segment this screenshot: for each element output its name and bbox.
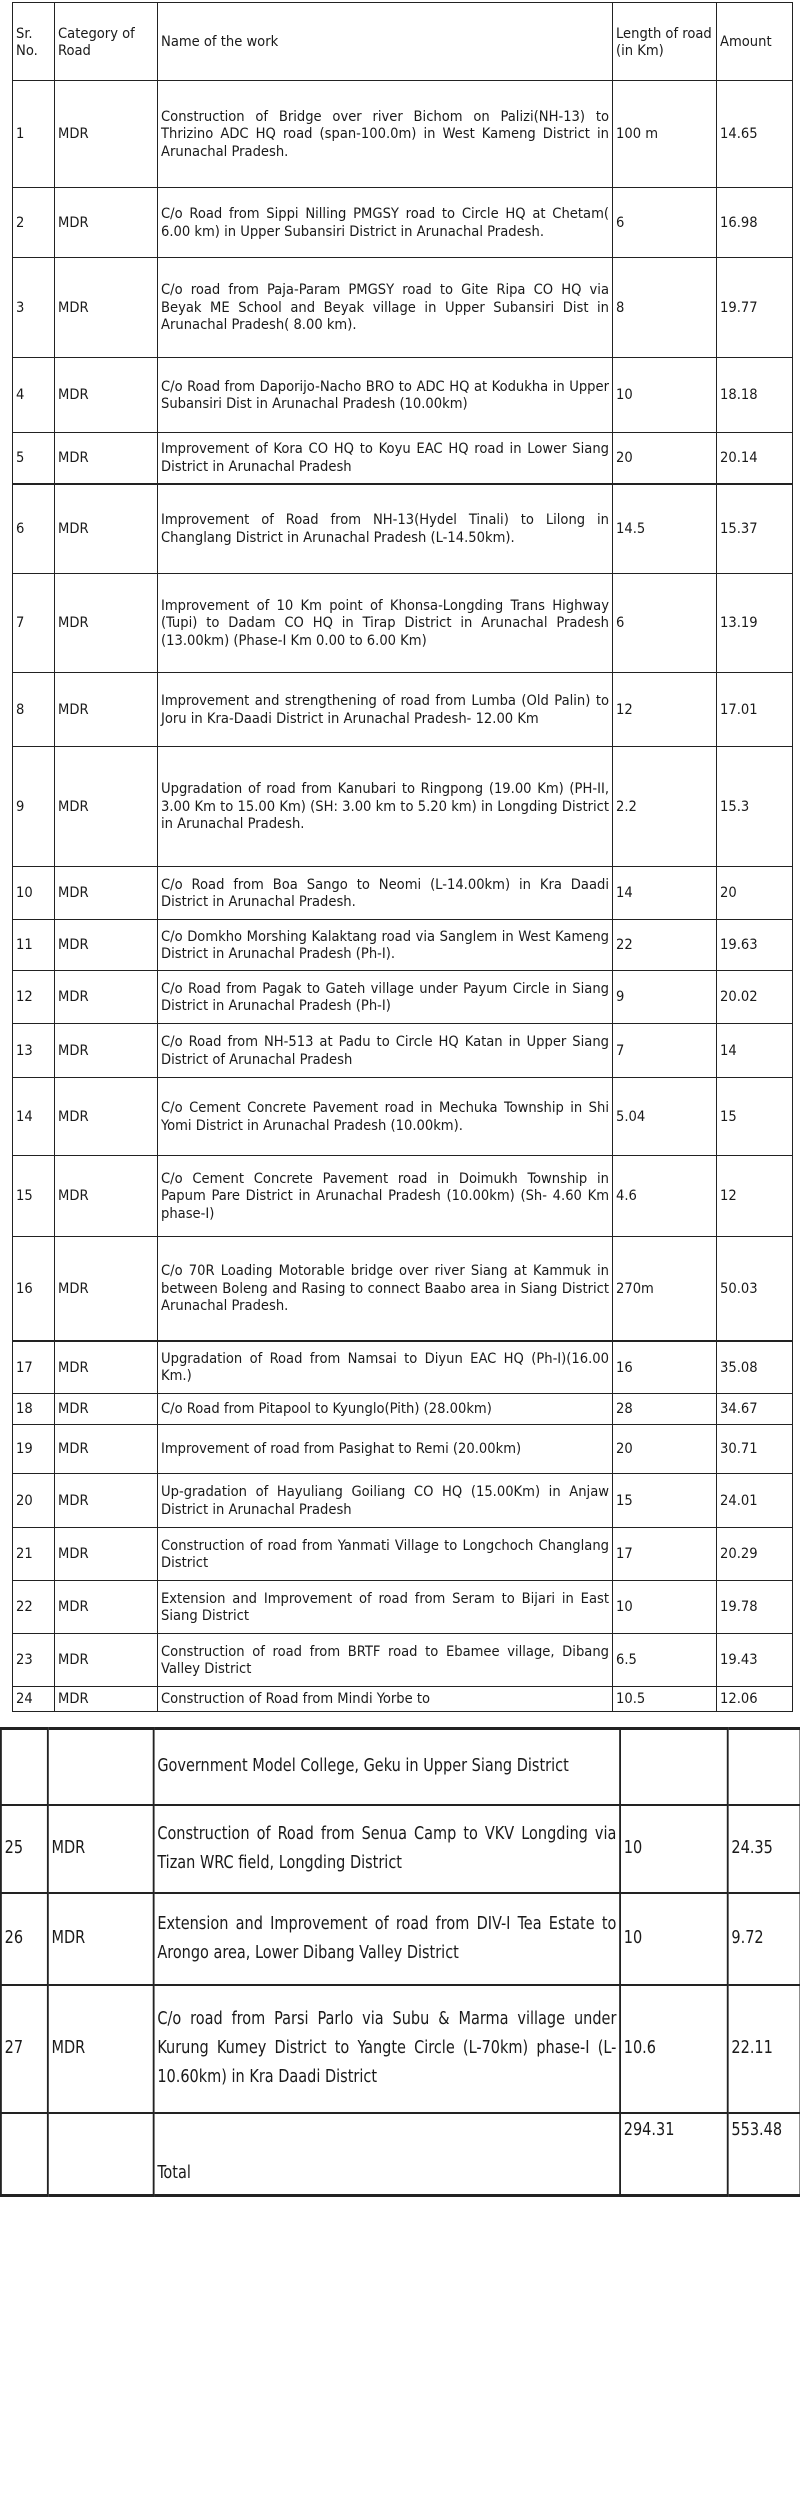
row-amount: 35.08 [717, 1341, 793, 1394]
table-row [13, 1528, 793, 1581]
total-sr [1, 2113, 48, 2196]
table-row [13, 1474, 793, 1528]
row-amount: 34.67 [717, 1394, 793, 1425]
continuation-category [48, 1729, 154, 1805]
total-row [1, 2113, 800, 2196]
row-category: MDR [55, 747, 158, 867]
row-sr-no: 4 [13, 358, 55, 433]
row-sr-no: 24 [13, 1687, 55, 1712]
row-category: MDR [55, 673, 158, 747]
row-name-of-work: Upgradation of Road from Namsai to Diyun EAC HQ (Ph-I)(16.00 Km.) [158, 1341, 613, 1394]
row-name-of-work: C/o road from Paja-Param PMGSY road to Gite Ripa CO HQ via Beyak ME School and Beyak village in Upper Subansiri Dist in Arunachal Pradesh( 8.00 km). [158, 258, 613, 358]
row-name-of-work: C/o Road from Sippi Nilling PMGSY road to Circle HQ at Chetam( 6.00 km) in Upper Subansiri District in Arunachal Pradesh. [158, 188, 613, 258]
row-name-of-work: C/o Road from Daporijo-Nacho BRO to ADC HQ at Kodukha in Upper Subansiri Dist in Arunachal Pradesh (10.00km) [158, 358, 613, 433]
row-length: 6 [613, 574, 717, 673]
row-length: 6.5 [613, 1634, 717, 1687]
row-length: 10 [613, 358, 717, 433]
row-sr-no: 13 [13, 1024, 55, 1078]
row-length: 270m [613, 1237, 717, 1341]
row-category: MDR [55, 574, 158, 673]
table-row [13, 1687, 793, 1712]
row-amount: 15 [717, 1078, 793, 1156]
table-row [13, 574, 793, 673]
row-name-of-work: Construction of Road from Mindi Yorbe to [158, 1687, 613, 1712]
row-amount: 22.11 [728, 1985, 800, 2113]
row-category: MDR [55, 81, 158, 188]
row-sr-no: 1 [13, 81, 55, 188]
row-amount: 20.02 [717, 971, 793, 1024]
row-category: MDR [55, 484, 158, 574]
continuation-length [620, 1729, 728, 1805]
row-category: MDR [55, 188, 158, 258]
total-label: Total [154, 2113, 620, 2196]
row-name-of-work: C/o road from Parsi Parlo via Subu & Marma village under Kurung Kumey District to Yangte Circle (L-70km) phase-I (L-10.60km) in Kra Daadi District [154, 1985, 620, 2113]
row-category: MDR [48, 1985, 154, 2113]
row-amount: 13.19 [717, 574, 793, 673]
row-amount: 15.3 [717, 747, 793, 867]
table-row [13, 1425, 793, 1474]
row-length: 4.6 [613, 1156, 717, 1237]
row-name-of-work: C/o Road from NH-513 at Padu to Circle HQ Katan in Upper Siang District of Arunachal Pradesh [158, 1024, 613, 1078]
table-row [13, 971, 793, 1024]
row-length: 100 m [613, 81, 717, 188]
row-sr-no: 21 [13, 1528, 55, 1581]
table-row [13, 358, 793, 433]
table-row [1, 1805, 800, 1893]
table-row [13, 1237, 793, 1341]
row-amount: 19.43 [717, 1634, 793, 1687]
row-category: MDR [55, 1078, 158, 1156]
row-length: 7 [613, 1024, 717, 1078]
row-amount: 20.14 [717, 433, 793, 484]
row-amount: 12 [717, 1156, 793, 1237]
row-sr-no: 23 [13, 1634, 55, 1687]
row-length: 16 [613, 1341, 717, 1394]
table-row [13, 1581, 793, 1634]
row-sr-no: 19 [13, 1425, 55, 1474]
row-amount: 19.63 [717, 920, 793, 971]
row-length: 20 [613, 433, 717, 484]
table-row [13, 1341, 793, 1394]
row-amount: 18.18 [717, 358, 793, 433]
row-name-of-work: C/o Road from Pagak to Gateh village under Payum Circle in Siang District in Arunachal Pradesh (Ph-I) [158, 971, 613, 1024]
row-sr-no: 6 [13, 484, 55, 574]
row-amount: 9.72 [728, 1893, 800, 1985]
header-category: Category of Road [55, 3, 158, 81]
header-amount: Amount [717, 3, 793, 81]
row-sr-no: 7 [13, 574, 55, 673]
total-amount: 553.48 [728, 2113, 800, 2196]
row-amount: 19.77 [717, 258, 793, 358]
row-sr-no: 26 [1, 1893, 48, 1985]
row-length: 2.2 [613, 747, 717, 867]
row-amount: 20.29 [717, 1528, 793, 1581]
row-amount: 24.01 [717, 1474, 793, 1528]
row-category: MDR [55, 258, 158, 358]
row-name-of-work: Extension and Improvement of road from Seram to Bijari in East Siang District [158, 1581, 613, 1634]
table-row [13, 867, 793, 920]
row-length: 12 [613, 673, 717, 747]
row-sr-no: 27 [1, 1985, 48, 2113]
row-sr-no: 10 [13, 867, 55, 920]
header-length: Length of road (in Km) [613, 3, 717, 81]
row-category: MDR [55, 1687, 158, 1712]
continuation-sr [1, 1729, 48, 1805]
row-category: MDR [48, 1805, 154, 1893]
row-category: MDR [55, 1528, 158, 1581]
row-amount: 20 [717, 867, 793, 920]
row-sr-no: 2 [13, 188, 55, 258]
row-name-of-work: Up-gradation of Hayuliang Goiliang CO HQ (15.00Km) in Anjaw District in Arunachal Pradesh [158, 1474, 613, 1528]
row-sr-no: 20 [13, 1474, 55, 1528]
row-sr-no: 8 [13, 673, 55, 747]
row-amount: 14 [717, 1024, 793, 1078]
row-name-of-work: Upgradation of road from Kanubari to Ringpong (19.00 Km) (PH-II, 3.00 Km to 15.00 Km) (SH: 3.00 km to 5.20 km) in Longding District in Arunachal Pradesh. [158, 747, 613, 867]
row-length: 14.5 [613, 484, 717, 574]
row-category: MDR [55, 1156, 158, 1237]
row-category: MDR [48, 1893, 154, 1985]
table-row [1, 1985, 800, 2113]
continuation-amount [728, 1729, 800, 1805]
row-sr-no: 18 [13, 1394, 55, 1425]
row-category: MDR [55, 1634, 158, 1687]
table-row [13, 1634, 793, 1687]
row-length: 9 [613, 971, 717, 1024]
total-category [48, 2113, 154, 2196]
row-amount: 30.71 [717, 1425, 793, 1474]
table-row [13, 1156, 793, 1237]
row-category: MDR [55, 1237, 158, 1341]
row-length: 10.5 [613, 1687, 717, 1712]
row-category: MDR [55, 1581, 158, 1634]
row-length: 28 [613, 1394, 717, 1425]
row-sr-no: 16 [13, 1237, 55, 1341]
row-name-of-work: C/o Domkho Morshing Kalaktang road via Sanglem in West Kameng District in Arunachal Pradesh (Ph-I). [158, 920, 613, 971]
table-row [13, 81, 793, 188]
row-amount: 12.06 [717, 1687, 793, 1712]
row-sr-no: 15 [13, 1156, 55, 1237]
table-row [13, 1024, 793, 1078]
row-length: 6 [613, 188, 717, 258]
row-category: MDR [55, 433, 158, 484]
row-sr-no: 14 [13, 1078, 55, 1156]
table-row [13, 1394, 793, 1425]
total-length: 294.31 [620, 2113, 728, 2196]
row-amount: 50.03 [717, 1237, 793, 1341]
row-category: MDR [55, 1474, 158, 1528]
table-row [13, 188, 793, 258]
continuation-name: Government Model College, Geku in Upper Siang District [154, 1729, 620, 1805]
row-category: MDR [55, 867, 158, 920]
row-name-of-work: Construction of Bridge over river Bichom on Palizi(NH-13) to Thrizino ADC HQ road (span-100.0m) in West Kameng District in Arunachal Pradesh. [158, 81, 613, 188]
row-name-of-work: C/o Road from Pitapool to Kyunglo(Pith) (28.00km) [158, 1394, 613, 1425]
row-length: 20 [613, 1425, 717, 1474]
row-category: MDR [55, 920, 158, 971]
table-row [13, 1078, 793, 1156]
continuation-row [1, 1729, 800, 1805]
row-length: 10.6 [620, 1985, 728, 2113]
table-row [13, 747, 793, 867]
row-sr-no: 3 [13, 258, 55, 358]
row-name-of-work: C/o Cement Concrete Pavement road in Doimukh Township in Papum Pare District in Arunachal Pradesh (10.00km) (Sh- 4.60 Km phase-I) [158, 1156, 613, 1237]
row-length: 17 [613, 1528, 717, 1581]
row-length: 5.04 [613, 1078, 717, 1156]
row-amount: 17.01 [717, 673, 793, 747]
row-name-of-work: C/o 70R Loading Motorable bridge over river Siang at Kammuk in between Boleng and Rasing to connect Baabo area in Siang District Arunachal Pradesh. [158, 1237, 613, 1341]
row-name-of-work: C/o Road from Boa Sango to Neomi (L-14.00km) in Kra Daadi District in Arunachal Pradesh. [158, 867, 613, 920]
row-category: MDR [55, 358, 158, 433]
row-sr-no: 9 [13, 747, 55, 867]
row-amount: 24.35 [728, 1805, 800, 1893]
row-amount: 14.65 [717, 81, 793, 188]
row-name-of-work: Improvement of Road from NH-13(Hydel Tinali) to Lilong in Changlang District in Arunachal Pradesh (L-14.50km). [158, 484, 613, 574]
table-row [13, 673, 793, 747]
row-name-of-work: Improvement and strengthening of road from Lumba (Old Palin) to Joru in Kra-Daadi District in Arunachal Pradesh- 12.00 Km [158, 673, 613, 747]
row-category: MDR [55, 1341, 158, 1394]
row-name-of-work: Improvement of 10 Km point of Khonsa-Longding Trans Highway (Tupi) to Dadam CO HQ in Tirap District in Arunachal Pradesh (13.00km) (Phase-I Km 0.00 to 6.00 Km) [158, 574, 613, 673]
row-name-of-work: Improvement of road from Pasighat to Remi (20.00km) [158, 1425, 613, 1474]
header-name-of-work: Name of the work [158, 3, 613, 81]
row-sr-no: 5 [13, 433, 55, 484]
row-amount: 15.37 [717, 484, 793, 574]
row-length: 8 [613, 258, 717, 358]
row-category: MDR [55, 971, 158, 1024]
row-length: 10 [620, 1893, 728, 1985]
row-length: 22 [613, 920, 717, 971]
row-length: 15 [613, 1474, 717, 1528]
table-row [1, 1893, 800, 1985]
table-header-row [13, 3, 793, 81]
header-sr-no: Sr. No. [13, 3, 55, 81]
table-row [13, 258, 793, 358]
works-table-page-1 [12, 2, 793, 1712]
works-table-page-2 [0, 1727, 800, 2197]
row-length: 10 [613, 1581, 717, 1634]
row-sr-no: 17 [13, 1341, 55, 1394]
row-category: MDR [55, 1425, 158, 1474]
row-sr-no: 22 [13, 1581, 55, 1634]
row-length: 14 [613, 867, 717, 920]
row-sr-no: 11 [13, 920, 55, 971]
row-name-of-work: Extension and Improvement of road from DIV-I Tea Estate to Arongo area, Lower Dibang Valley District [154, 1893, 620, 1985]
row-name-of-work: Construction of road from BRTF road to Ebamee village, Dibang Valley District [158, 1634, 613, 1687]
row-category: MDR [55, 1394, 158, 1425]
table-row [13, 920, 793, 971]
row-name-of-work: Construction of road from Yanmati Village to Longchoch Changlang District [158, 1528, 613, 1581]
row-name-of-work: C/o Cement Concrete Pavement road in Mechuka Township in Shi Yomi District in Arunachal Pradesh (10.00km). [158, 1078, 613, 1156]
row-amount: 16.98 [717, 188, 793, 258]
row-sr-no: 12 [13, 971, 55, 1024]
row-name-of-work: Improvement of Kora CO HQ to Koyu EAC HQ road in Lower Siang District in Arunachal Pradesh [158, 433, 613, 484]
table-row [13, 484, 793, 574]
table-row [13, 433, 793, 484]
row-length: 10 [620, 1805, 728, 1893]
row-sr-no: 25 [1, 1805, 48, 1893]
row-name-of-work: Construction of Road from Senua Camp to VKV Longding via Tizan WRC field, Longding District [154, 1805, 620, 1893]
row-category: MDR [55, 1024, 158, 1078]
row-amount: 19.78 [717, 1581, 793, 1634]
